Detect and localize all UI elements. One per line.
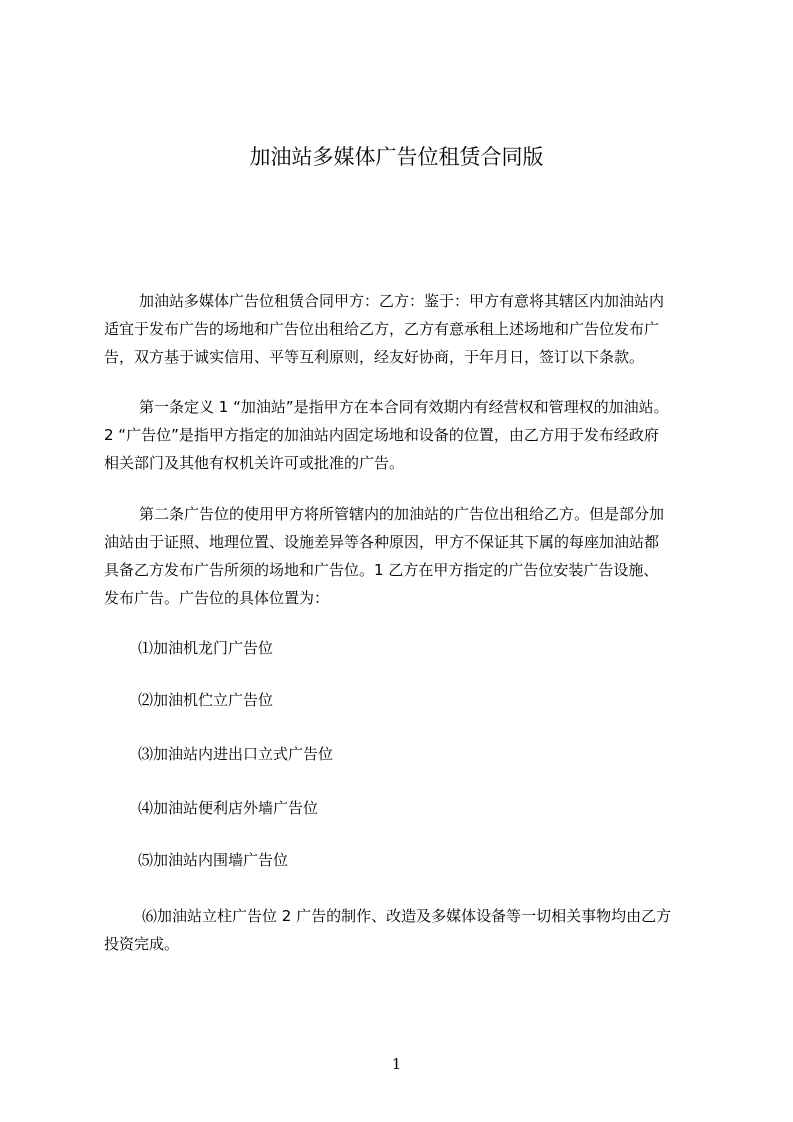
preamble-line-3: 告，双方基于诚实信用、平等互利原则，经友好协商，于年月日，签订以下条款。 [104, 348, 645, 366]
paragraph-item-6 [104, 902, 708, 958]
article-1-line-2: 2 “广告位”是指甲方指定的加油站内固定场地和设备的位置，由乙方用于发布经政府 [104, 426, 659, 444]
list-item-4: ⑷加油站便利店外墙广告位 [138, 799, 319, 817]
article-2-line-3: 具备乙方发布广告所须的场地和广告位。1 乙方在甲方指定的广告位安装广告设施、 [104, 561, 659, 579]
list-item-5: ⑸加油站内围墙广告位 [138, 851, 289, 869]
article-1-line-3: 相关部门及其他有权机关许可或批准的广告。 [104, 454, 405, 472]
article-2-line-4: 发布广告。广告位的具体位置为： [104, 589, 330, 607]
list-item-1: ⑴加油机龙门广告位 [138, 639, 274, 657]
document-title: 加油站多媒体广告位租赁合同版 [249, 145, 544, 169]
paragraph-preamble [104, 287, 704, 371]
paragraph-article-1 [104, 393, 704, 477]
paragraph-article-2 [104, 500, 704, 612]
page-number: 1 [391, 1055, 402, 1073]
list-item-2: ⑵加油机伫立广告位 [138, 691, 274, 709]
item-6-line-2: 投资完成。 [104, 935, 180, 953]
article-1-line-1: 第一条定义 1 “加油站”是指甲方在本合同有效期内有经营权和管理权的加油站。 [139, 398, 669, 416]
preamble-line-2: 适宜于发布广告的场地和广告位出租给乙方，乙方有意承租上述场地和广告位发布广 [104, 320, 660, 338]
article-2-line-1: 第二条广告位的使用甲方将所管辖内的加油站的广告位出租给乙方。但是部分加 [139, 505, 665, 523]
preamble-line-1: 加油站多媒体广告位租赁合同甲方：乙方：鉴于：甲方有意将其辖区内加油站内 [139, 292, 665, 310]
item-6-line-1: ⑹加油站立柱广告位 2 广告的制作、改造及多媒体设备等一切相关事物均由乙方 [142, 907, 672, 925]
list-item-3: ⑶加油站内进出口立式广告位 [138, 745, 334, 763]
article-2-line-2: 油站由于证照、地理位置、设施差异等各种原因，甲方不保证其下属的每座加油站都 [104, 533, 660, 551]
